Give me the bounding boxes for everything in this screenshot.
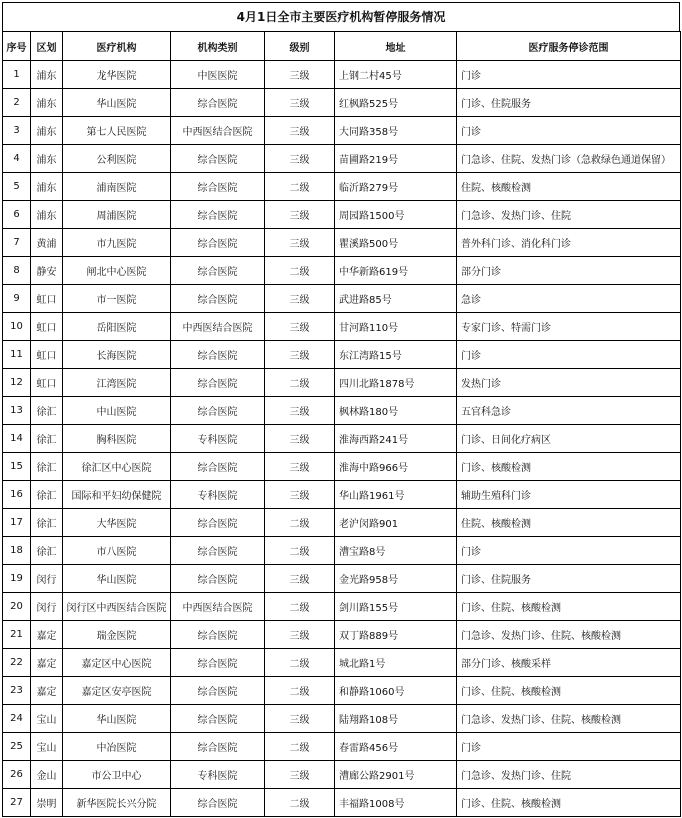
cell-institution: 嘉定区中心医院 (63, 649, 171, 677)
table-row (3, 593, 681, 621)
cell-category: 综合医院 (171, 89, 265, 117)
cell-index: 21 (3, 621, 31, 649)
cell-district: 嘉定 (31, 649, 63, 677)
cell-suspension-scope: 门诊、核酸检测 (457, 453, 681, 481)
cell-district: 徐汇 (31, 537, 63, 565)
table-row (3, 257, 681, 285)
table-row (3, 649, 681, 677)
table-row (3, 537, 681, 565)
cell-suspension-scope: 普外科门诊、消化科门诊 (457, 229, 681, 257)
cell-address: 金光路958号 (335, 565, 457, 593)
cell-suspension-scope: 门诊、住院、核酸检测 (457, 789, 681, 817)
cell-institution: 第七人民医院 (63, 117, 171, 145)
table-row (3, 61, 681, 89)
cell-suspension-scope: 门诊 (457, 537, 681, 565)
cell-index: 11 (3, 341, 31, 369)
cell-institution: 闵行区中西医结合医院 (63, 593, 171, 621)
cell-category: 专科医院 (171, 425, 265, 453)
cell-category: 综合医院 (171, 537, 265, 565)
cell-level: 二级 (265, 733, 335, 761)
cell-district: 徐汇 (31, 397, 63, 425)
table-row (3, 509, 681, 537)
cell-address: 漕廊公路2901号 (335, 761, 457, 789)
cell-category: 综合医院 (171, 789, 265, 817)
cell-suspension-scope: 辅助生殖科门诊 (457, 481, 681, 509)
cell-address: 丰福路1008号 (335, 789, 457, 817)
table-row (3, 397, 681, 425)
table-row (3, 677, 681, 705)
cell-district: 虹口 (31, 285, 63, 313)
cell-category: 综合医院 (171, 705, 265, 733)
cell-institution: 大华医院 (63, 509, 171, 537)
cell-district: 徐汇 (31, 453, 63, 481)
table-row (3, 425, 681, 453)
cell-address: 上钢二村45号 (335, 61, 457, 89)
cell-district: 浦东 (31, 89, 63, 117)
cell-district: 浦东 (31, 117, 63, 145)
cell-index: 23 (3, 677, 31, 705)
cell-category: 综合医院 (171, 285, 265, 313)
cell-address: 春雷路456号 (335, 733, 457, 761)
cell-category: 综合医院 (171, 369, 265, 397)
cell-category: 综合医院 (171, 145, 265, 173)
cell-index: 4 (3, 145, 31, 173)
cell-institution: 周浦医院 (63, 201, 171, 229)
cell-category: 中医医院 (171, 61, 265, 89)
table-body (3, 61, 681, 817)
cell-index: 25 (3, 733, 31, 761)
cell-index: 24 (3, 705, 31, 733)
cell-index: 6 (3, 201, 31, 229)
cell-suspension-scope: 门急诊、发热门诊、住院、核酸检测 (457, 705, 681, 733)
cell-address: 老沪闵路901 (335, 509, 457, 537)
cell-level: 三级 (265, 621, 335, 649)
cell-suspension-scope: 急诊 (457, 285, 681, 313)
table-row (3, 705, 681, 733)
cell-institution: 市一医院 (63, 285, 171, 313)
cell-district: 浦东 (31, 173, 63, 201)
cell-index: 9 (3, 285, 31, 313)
cell-institution: 瑞金医院 (63, 621, 171, 649)
cell-level: 二级 (265, 593, 335, 621)
cell-category: 综合医院 (171, 621, 265, 649)
header-level: 级别 (265, 32, 335, 61)
cell-district: 虹口 (31, 369, 63, 397)
table-row (3, 229, 681, 257)
cell-level: 二级 (265, 509, 335, 537)
cell-suspension-scope: 部分门诊 (457, 257, 681, 285)
cell-institution: 嘉定区安亭医院 (63, 677, 171, 705)
table-row (3, 481, 681, 509)
cell-address: 城北路1号 (335, 649, 457, 677)
cell-district: 闵行 (31, 593, 63, 621)
header-address: 地址 (335, 32, 457, 61)
cell-index: 26 (3, 761, 31, 789)
cell-suspension-scope: 门诊、住院、核酸检测 (457, 677, 681, 705)
cell-institution: 市九医院 (63, 229, 171, 257)
table-row (3, 173, 681, 201)
cell-level: 三级 (265, 565, 335, 593)
cell-level: 三级 (265, 341, 335, 369)
hospital-table (2, 31, 681, 817)
cell-category: 专科医院 (171, 761, 265, 789)
cell-institution: 华山医院 (63, 705, 171, 733)
cell-index: 13 (3, 397, 31, 425)
cell-category: 中西医结合医院 (171, 313, 265, 341)
cell-category: 综合医院 (171, 677, 265, 705)
cell-institution: 中冶医院 (63, 733, 171, 761)
cell-address: 剑川路155号 (335, 593, 457, 621)
cell-level: 三级 (265, 761, 335, 789)
cell-suspension-scope: 门诊、日间化疗病区 (457, 425, 681, 453)
table-row (3, 565, 681, 593)
cell-category: 专科医院 (171, 481, 265, 509)
cell-level: 二级 (265, 677, 335, 705)
cell-address: 华山路1961号 (335, 481, 457, 509)
cell-district: 闵行 (31, 565, 63, 593)
cell-address: 甘河路110号 (335, 313, 457, 341)
cell-index: 19 (3, 565, 31, 593)
cell-suspension-scope: 门诊、住院服务 (457, 89, 681, 117)
cell-institution: 长海医院 (63, 341, 171, 369)
cell-index: 12 (3, 369, 31, 397)
cell-category: 综合医院 (171, 509, 265, 537)
cell-institution: 徐汇区中心医院 (63, 453, 171, 481)
cell-category: 综合医院 (171, 397, 265, 425)
cell-address: 武进路85号 (335, 285, 457, 313)
cell-institution: 华山医院 (63, 89, 171, 117)
header-suspension-scope: 医疗服务停诊范围 (457, 32, 681, 61)
cell-suspension-scope: 门急诊、发热门诊、住院 (457, 201, 681, 229)
cell-level: 三级 (265, 117, 335, 145)
cell-suspension-scope: 五官科急诊 (457, 397, 681, 425)
cell-suspension-scope: 门诊、住院服务 (457, 565, 681, 593)
table-row (3, 285, 681, 313)
cell-address: 东江湾路15号 (335, 341, 457, 369)
cell-suspension-scope: 门急诊、发热门诊、住院、核酸检测 (457, 621, 681, 649)
cell-category: 综合医院 (171, 453, 265, 481)
cell-address: 四川北路1878号 (335, 369, 457, 397)
header-category: 机构类别 (171, 32, 265, 61)
cell-address: 淮海西路241号 (335, 425, 457, 453)
cell-level: 二级 (265, 369, 335, 397)
cell-address: 淮海中路966号 (335, 453, 457, 481)
cell-level: 三级 (265, 453, 335, 481)
header-district: 区划 (31, 32, 63, 61)
cell-address: 中华新路619号 (335, 257, 457, 285)
cell-category: 综合医院 (171, 565, 265, 593)
cell-index: 22 (3, 649, 31, 677)
cell-address: 苗圃路219号 (335, 145, 457, 173)
table-row (3, 369, 681, 397)
cell-district: 嘉定 (31, 677, 63, 705)
cell-suspension-scope: 门急诊、发热门诊、住院 (457, 761, 681, 789)
cell-suspension-scope: 门诊 (457, 61, 681, 89)
cell-district: 浦东 (31, 145, 63, 173)
cell-district: 宝山 (31, 705, 63, 733)
header-institution: 医疗机构 (63, 32, 171, 61)
cell-address: 枫林路180号 (335, 397, 457, 425)
table-row (3, 145, 681, 173)
cell-address: 红枫路525号 (335, 89, 457, 117)
cell-address: 大同路358号 (335, 117, 457, 145)
cell-level: 三级 (265, 89, 335, 117)
cell-index: 8 (3, 257, 31, 285)
cell-index: 2 (3, 89, 31, 117)
cell-level: 三级 (265, 201, 335, 229)
cell-index: 14 (3, 425, 31, 453)
table-row (3, 453, 681, 481)
cell-suspension-scope: 专家门诊、特需门诊 (457, 313, 681, 341)
cell-district: 宝山 (31, 733, 63, 761)
cell-index: 3 (3, 117, 31, 145)
cell-level: 三级 (265, 705, 335, 733)
cell-index: 7 (3, 229, 31, 257)
table-row (3, 89, 681, 117)
table-row (3, 201, 681, 229)
cell-institution: 市八医院 (63, 537, 171, 565)
cell-category: 综合医院 (171, 733, 265, 761)
cell-level: 三级 (265, 425, 335, 453)
cell-index: 16 (3, 481, 31, 509)
table-row (3, 341, 681, 369)
cell-level: 三级 (265, 145, 335, 173)
table-row (3, 621, 681, 649)
cell-level: 三级 (265, 61, 335, 89)
cell-address: 双丁路889号 (335, 621, 457, 649)
cell-level: 三级 (265, 285, 335, 313)
cell-index: 18 (3, 537, 31, 565)
cell-index: 27 (3, 789, 31, 817)
cell-level: 二级 (265, 257, 335, 285)
cell-district: 浦东 (31, 201, 63, 229)
cell-institution: 胸科医院 (63, 425, 171, 453)
cell-institution: 市公卫中心 (63, 761, 171, 789)
cell-category: 综合医院 (171, 173, 265, 201)
cell-district: 徐汇 (31, 481, 63, 509)
cell-institution: 国际和平妇幼保健院 (63, 481, 171, 509)
cell-district: 静安 (31, 257, 63, 285)
cell-institution: 浦南医院 (63, 173, 171, 201)
cell-level: 三级 (265, 313, 335, 341)
cell-district: 金山 (31, 761, 63, 789)
cell-index: 17 (3, 509, 31, 537)
report-container (2, 2, 680, 817)
cell-district: 嘉定 (31, 621, 63, 649)
table-title: 4月1日全市主要医疗机构暂停服务情况 (2, 2, 680, 31)
cell-level: 二级 (265, 537, 335, 565)
cell-district: 徐汇 (31, 425, 63, 453)
cell-suspension-scope: 发热门诊 (457, 369, 681, 397)
cell-institution: 华山医院 (63, 565, 171, 593)
cell-level: 二级 (265, 173, 335, 201)
cell-address: 陆翔路108号 (335, 705, 457, 733)
cell-institution: 龙华医院 (63, 61, 171, 89)
cell-level: 三级 (265, 397, 335, 425)
cell-district: 浦东 (31, 61, 63, 89)
cell-level: 二级 (265, 789, 335, 817)
cell-suspension-scope: 住院、核酸检测 (457, 173, 681, 201)
cell-suspension-scope: 门诊 (457, 733, 681, 761)
cell-index: 15 (3, 453, 31, 481)
cell-address: 和静路1060号 (335, 677, 457, 705)
cell-category: 综合医院 (171, 341, 265, 369)
cell-district: 虹口 (31, 341, 63, 369)
cell-category: 综合医院 (171, 649, 265, 677)
cell-district: 徐汇 (31, 509, 63, 537)
cell-suspension-scope: 门诊、住院、核酸检测 (457, 593, 681, 621)
cell-level: 二级 (265, 649, 335, 677)
cell-category: 综合医院 (171, 257, 265, 285)
cell-index: 10 (3, 313, 31, 341)
table-row (3, 117, 681, 145)
table-row (3, 733, 681, 761)
cell-index: 20 (3, 593, 31, 621)
cell-institution: 新华医院长兴分院 (63, 789, 171, 817)
cell-suspension-scope: 门诊 (457, 341, 681, 369)
cell-address: 周园路1500号 (335, 201, 457, 229)
cell-institution: 江湾医院 (63, 369, 171, 397)
cell-category: 中西医结合医院 (171, 117, 265, 145)
cell-institution: 中山医院 (63, 397, 171, 425)
cell-institution: 岳阳医院 (63, 313, 171, 341)
cell-category: 中西医结合医院 (171, 593, 265, 621)
cell-institution: 公利医院 (63, 145, 171, 173)
table-row (3, 761, 681, 789)
cell-district: 崇明 (31, 789, 63, 817)
cell-category: 综合医院 (171, 201, 265, 229)
cell-category: 综合医院 (171, 229, 265, 257)
cell-suspension-scope: 住院、核酸检测 (457, 509, 681, 537)
table-row (3, 789, 681, 817)
cell-address: 漕宝路8号 (335, 537, 457, 565)
cell-address: 临沂路279号 (335, 173, 457, 201)
cell-district: 黄浦 (31, 229, 63, 257)
cell-index: 5 (3, 173, 31, 201)
table-row (3, 313, 681, 341)
cell-index: 1 (3, 61, 31, 89)
cell-address: 瞿溪路500号 (335, 229, 457, 257)
cell-district: 虹口 (31, 313, 63, 341)
header-index: 序号 (3, 32, 31, 61)
cell-level: 三级 (265, 229, 335, 257)
cell-institution: 闸北中心医院 (63, 257, 171, 285)
cell-suspension-scope: 门诊 (457, 117, 681, 145)
cell-level: 三级 (265, 481, 335, 509)
cell-suspension-scope: 部分门诊、核酸采样 (457, 649, 681, 677)
header-row (3, 32, 681, 61)
cell-suspension-scope: 门急诊、住院、发热门诊（急救绿色通道保留） (457, 145, 681, 173)
